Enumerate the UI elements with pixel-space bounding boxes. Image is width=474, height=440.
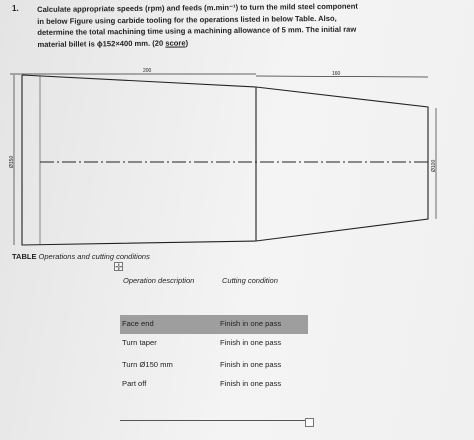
- table-row[interactable]: [120, 356, 308, 375]
- operation-cell: Face end: [122, 319, 154, 328]
- length-label-left: 200: [143, 68, 152, 74]
- operation-cell: Turn taper: [122, 338, 157, 347]
- table-caption-text: Operations and cutting conditions: [36, 252, 150, 261]
- table-row[interactable]: [120, 375, 308, 394]
- table-row[interactable]: [120, 315, 308, 334]
- table-move-handle-icon[interactable]: ✛: [115, 262, 123, 272]
- question-line-4-text: material billet is ϕ152×400 mm. (20: [37, 38, 166, 49]
- table-caption-label: TABLE: [12, 252, 37, 261]
- question-line-1: Calculate appropriate speeds (rpm) and feeds (m.min⁻¹) to turn the mild steel component: [37, 1, 358, 14]
- question-line-2: in below Figure using carbide tooling for the operations listed in below Table. Also,: [37, 13, 337, 26]
- table-row[interactable]: [120, 334, 308, 353]
- column-header-operation: Operation description: [123, 276, 195, 285]
- question-line-4-end: ): [185, 38, 189, 48]
- table-caption: [12, 252, 150, 261]
- column-header-condition: Cutting condition: [222, 276, 278, 285]
- diameter-label-right: Ø100: [431, 159, 437, 172]
- condition-cell: Finish in one pass: [220, 379, 282, 388]
- component-outline: [22, 75, 428, 245]
- answer-checkbox[interactable]: [305, 418, 314, 427]
- answer-line: [120, 420, 306, 421]
- question-number: 1.: [12, 4, 19, 13]
- operation-cell: Turn Ø150 mm: [122, 360, 173, 369]
- length-dimension-line-right: [256, 76, 428, 77]
- condition-cell: Finish in one pass: [220, 338, 282, 347]
- operation-cell: Part off: [122, 379, 147, 388]
- question-line-3: determine the total machining time using a machining allowance of 5 mm. The initial raw: [37, 24, 357, 38]
- condition-cell: Finish in one pass: [220, 360, 282, 369]
- diameter-label-left: Ø150: [9, 155, 15, 168]
- length-label-right: 160: [332, 71, 341, 77]
- score-link[interactable]: score: [165, 38, 186, 48]
- condition-cell: Finish in one pass: [220, 319, 282, 328]
